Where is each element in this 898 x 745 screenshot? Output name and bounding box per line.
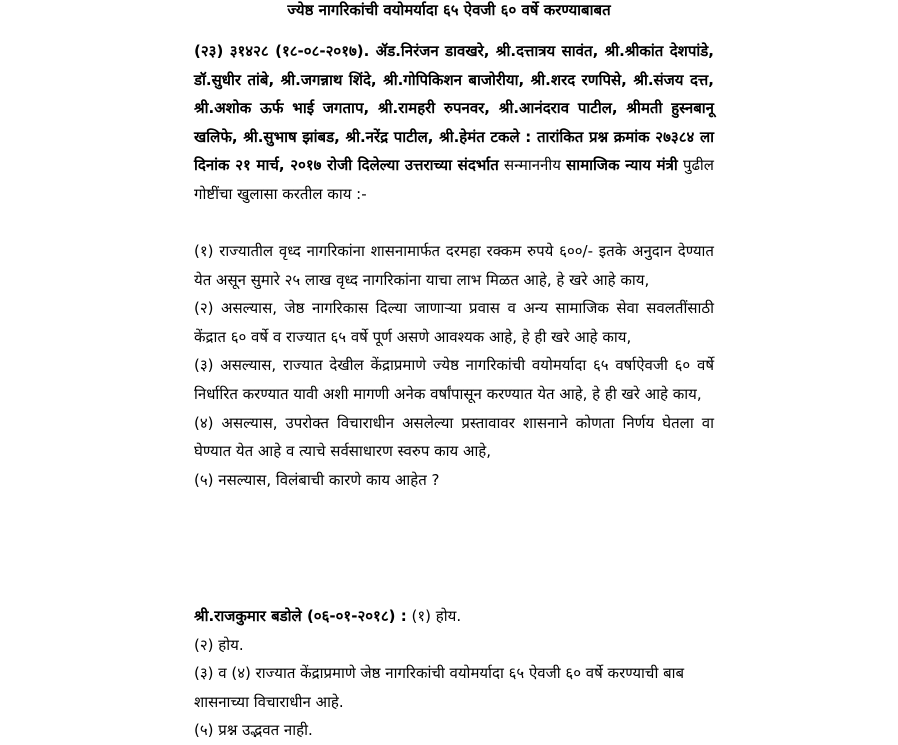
question-item-3: (३) असल्यास, राज्यात देखील केंद्राप्रमाणे ज्येष्ठ नागरिकांची वयोमर्यादा ६५ वर्षाऐवजी ६० वर्षे निर्धारित करण्यात यावी अशी मागणी अनेक वर्षांपासून करण्यात येत आहे, हे ही खरे आहे काय, [194,356,714,403]
answer-section [194,602,714,745]
question-item-4: (४) असल्यास, उपरोक्त विचाराधीन असलेल्या प्रस्तावावर शासनाने कोणता निर्णय घेतला वा घेण्यात येत आहे व त्याचे सर्वसाधारण स्वरुप काय आहे, [194,413,714,461]
question-intro-end: पुढील गोष्टींचा खुलासा करतील काय :- [194,156,714,203]
answer-item-3: (३) व (४) राज्यात केंद्राप्रमाणे जेष्ठ नागरिकांची वयोमर्यादा ६५ ऐवजी ६० वर्षे करण्याची बाब शासनाच्या विचाराधीन आहे. [194,664,685,711]
answer-responder: श्री.राजकुमार बडोले (०६-०१-२०१८) : [194,607,407,625]
answer-item-5: (५) प्रश्न उद्भवत नाही. [194,721,313,740]
minister-name: सामाजिक न्याय मंत्री [566,156,678,175]
document-title: ज्येष्ठ नागरिकांची वयोमर्यादा ६५ ऐवजी ६० वर्षे करण्याबाबत [287,1,611,19]
question-header: (२३) ३१४२८ (१८-०८-२०१७). ॲड.निरंजन डावखरे, श्री.दत्तात्रय सावंत, श्री.श्रीकांत देशपांडे, डॉ.सुधीर तांबे, श्री.जगन्नाथ शिंदे, श्री.गोपिकिशन बाजोरीया, श्री.शरद रणपिसे, श्री.संजय दत्त, श्री.अशोक ऊर्फ भाई जगताप, श्री.रामहरी रुपनवर, श्री.आनंदराव पाटील, श्रीमती हुस्नबानू खलिफे, श्री.सुभाष झांबड, श्री.नरेंद्र पाटील, श्री.हेमंत टकले : तारांकित प्रश्न क्रमांक २७३८४ ला दिनांक २१ मार्च, २०१७ रोजी दिलेल्या उत्तराच्या संदर्भात [194,42,714,175]
question-item-5: (५) नसल्यास, विलंबाची कारणे काय आहेत ? [194,470,440,489]
answer-item-1: (१) होय. [406,607,462,625]
question-item-1: (१) राज्यातील वृध्द नागरिकांना शासनामार्फत दरमहा रक्कम रुपये ६००/- इतके अनुदान देण्यात येत असून सुमारे २५ लाख वृध्द नागरिकांना याचा लाभ मिळत आहे, हे खरे आहे काय, [194,242,714,289]
question-item-2: (२) असल्यास, जेष्ठ नागरिकास दिल्या जाणाऱ्या प्रवास व अन्य सामाजिक सेवा सवलतींसाठी केंद्रात ६० वर्षे व राज्यात ६५ वर्षे पूर्ण असणे आवश्यक आहे, हे ही खरे आहे काय, [194,299,714,346]
question-intro-mid: सन्माननीय [498,156,567,175]
answer-item-2: (२) होय. [194,635,244,654]
question-intro [194,37,714,209]
answer-first-line [194,602,714,631]
question-list [194,237,714,494]
